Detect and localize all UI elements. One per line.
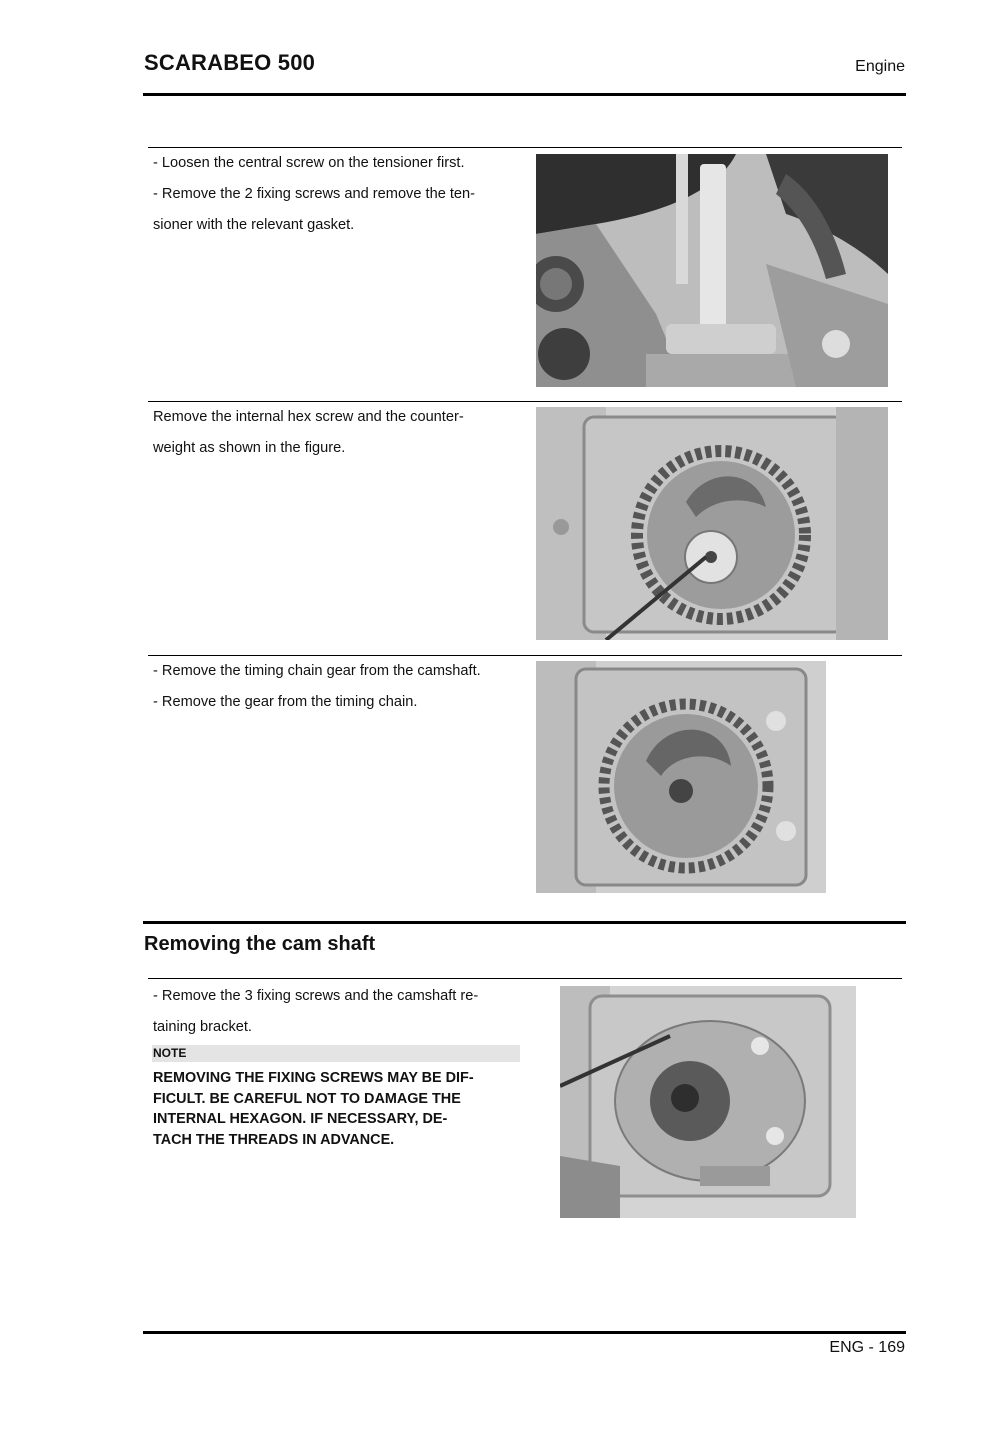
- note-line: REMOVING THE FIXING SCREWS MAY BE DIF-: [153, 1070, 474, 1086]
- step-line: taining bracket.: [153, 1019, 252, 1035]
- note-label: NOTE: [152, 1045, 520, 1062]
- note-line: TACH THE THREADS IN ADVANCE.: [153, 1131, 395, 1148]
- step-line: weight as shown in the figure.: [153, 440, 346, 456]
- step-3-text: [153, 656, 521, 718]
- step-line: - Remove the 3 fixing screws and the camshaft re-: [153, 988, 479, 1004]
- step-line: - Remove the gear from the timing chain.: [153, 694, 418, 710]
- camshaft-bracket-photo: [560, 986, 856, 1218]
- page-number: ENG - 169: [829, 1339, 905, 1356]
- note-line: INTERNAL HEXAGON. IF NECESSARY, DE-: [153, 1111, 448, 1127]
- note-line: FICULT. BE CAREFUL NOT TO DAMAGE THE: [153, 1090, 461, 1107]
- tensioner-removal-photo: [536, 154, 888, 387]
- header-rule: [143, 93, 906, 96]
- step-line: sioner with the relevant gasket.: [153, 217, 355, 233]
- timing-gear-removal-photo: [536, 661, 826, 893]
- note-text: [153, 1068, 521, 1150]
- step-2-text: [153, 402, 521, 464]
- counterweight-removal-photo: [536, 407, 888, 640]
- step-line: - Remove the timing chain gear from the camshaft.: [153, 663, 481, 679]
- step-1-text: [153, 148, 521, 241]
- section-name: Engine: [855, 58, 905, 75]
- step-divider: [148, 978, 902, 979]
- step-line: - Remove the 2 fixing screws and remove the ten-: [153, 186, 476, 202]
- document-title: SCARABEO 500: [144, 50, 316, 75]
- step-line: Remove the internal hex screw and the counter-: [153, 409, 464, 425]
- section-rule: [143, 921, 906, 924]
- cam-step-text: [153, 981, 521, 1043]
- section-heading: Removing the cam shaft: [144, 933, 376, 955]
- step-line: - Loosen the central screw on the tensioner first.: [153, 155, 465, 171]
- footer-rule: [143, 1331, 906, 1334]
